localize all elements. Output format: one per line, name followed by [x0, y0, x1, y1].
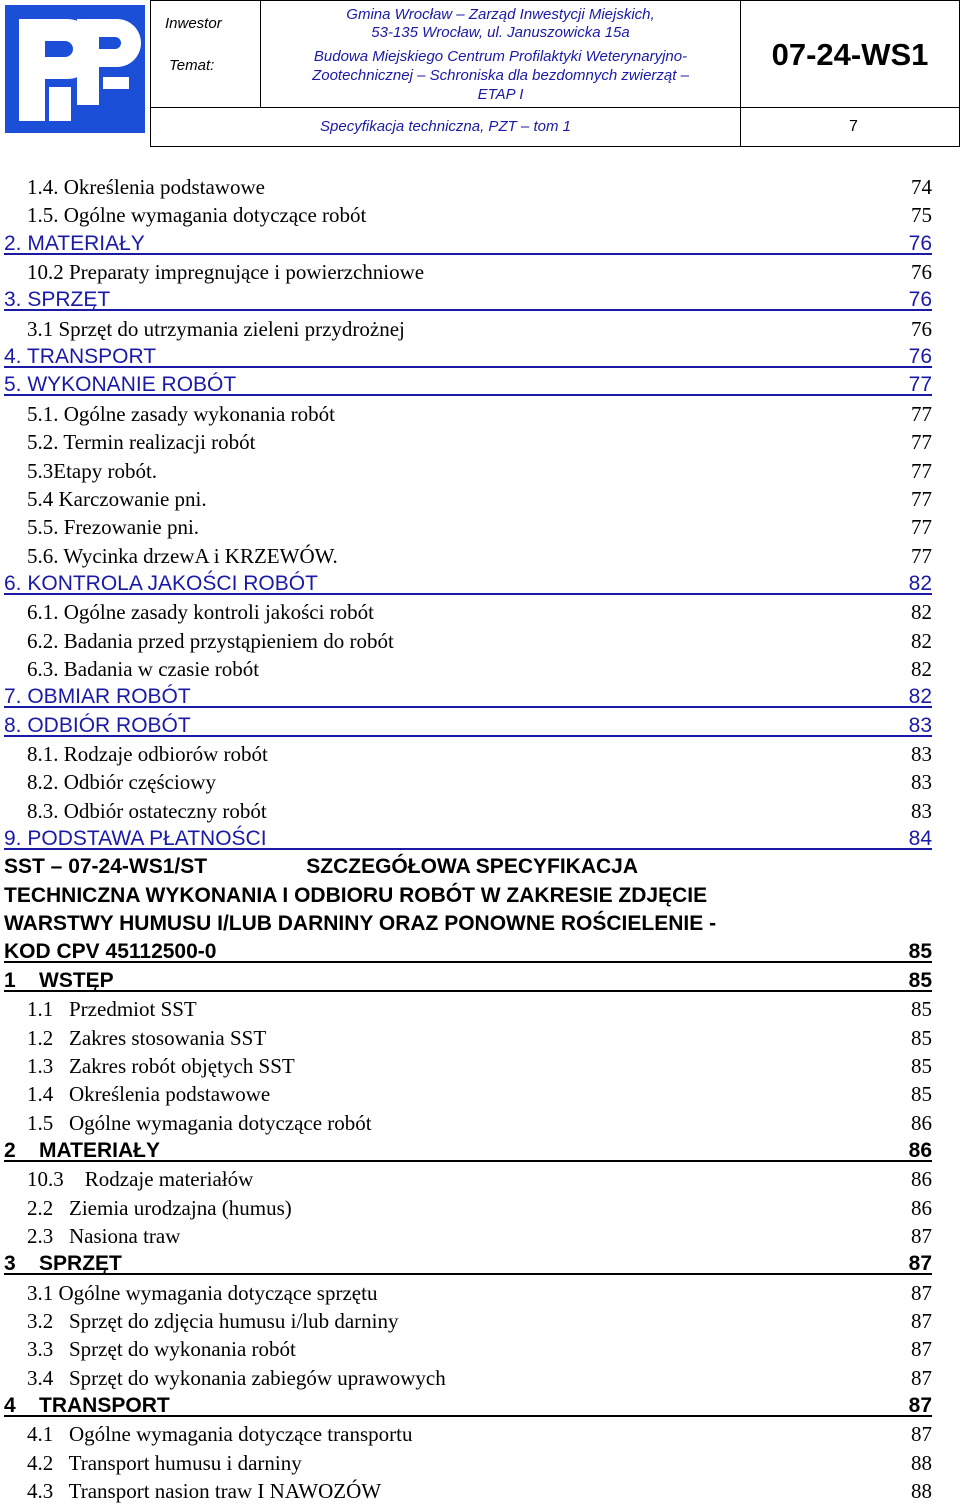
toc-entry[interactable]: [0, 1476, 960, 1504]
toc-entry-page: 77: [908, 373, 932, 397]
toc-entry-page: 88: [911, 1450, 932, 1475]
toc-entry[interactable]: [0, 285, 960, 313]
toc-entry[interactable]: [0, 994, 960, 1022]
toc-entry-label: 2.2 Ziemia urodzajna (humus): [27, 1195, 292, 1220]
toc-entry[interactable]: [0, 541, 960, 569]
toc-entry-label: 6.2. Badania przed przystąpieniem do robót: [27, 628, 394, 653]
toc-entry-page: 83: [911, 770, 932, 795]
toc-entry[interactable]: [0, 796, 960, 824]
toc-entry-label: 4. TRANSPORT: [4, 345, 157, 369]
toc-entry[interactable]: [0, 172, 960, 200]
toc-entry-label: 1.4 Określenia podstawowe: [27, 1082, 271, 1107]
toc-entry-label: 1 WSTĘP: [4, 968, 114, 992]
toc-entry-label: 3 SPRZĘT: [4, 1252, 122, 1276]
topic-line-2: Zootechnicznej – Schroniska dla bezdomnych zwierząt –: [312, 67, 689, 84]
topic-line-1: Budowa Miejskiego Centrum Profilaktyki Weterynaryjno-: [313, 48, 688, 65]
toc-entry-label: 1.4. Określenia podstawowe: [27, 175, 265, 199]
toc-entry[interactable]: [0, 1164, 960, 1192]
toc-entry-page: 77: [911, 430, 932, 455]
toc-entry-page: 86: [911, 1195, 932, 1220]
toc-entry[interactable]: [0, 1023, 960, 1051]
toc-entry[interactable]: [0, 1419, 960, 1447]
toc-entry[interactable]: [0, 966, 960, 994]
toc-entry-page: 76: [911, 316, 932, 341]
toc-entry-label: 2.3 Nasiona traw: [27, 1223, 181, 1248]
toc-entry[interactable]: [0, 937, 960, 965]
toc-entry[interactable]: [0, 1334, 960, 1362]
toc-entry-page: 85: [908, 968, 932, 992]
toc-entry-page: 85: [911, 997, 932, 1022]
investor-line-1: Gmina Wrocław – Zarząd Inwestycji Miejskich,: [346, 6, 655, 23]
toc-entry-page: 87: [911, 1223, 932, 1248]
header-values-cell: [260, 0, 741, 108]
investor-label: Inwestor: [165, 15, 222, 32]
toc-entry-label: WARSTWY HUMUSU I/LUB DARNINY ORAZ PONOWNE ROŚCIELENIE -: [4, 912, 717, 936]
toc-entry[interactable]: [0, 824, 960, 852]
topic-line-3: ETAP I: [477, 86, 524, 103]
investor-value: [261, 6, 740, 42]
toc-entry[interactable]: [0, 342, 960, 370]
toc-entry-page: 77: [911, 486, 932, 511]
company-logo: [5, 5, 145, 133]
toc-entry-page: 76: [908, 288, 932, 312]
toc-entry-page: 86: [908, 1138, 932, 1162]
toc-entry-page: 77: [911, 458, 932, 483]
toc-entry[interactable]: [0, 569, 960, 597]
toc-entry-page: 84: [908, 827, 932, 851]
toc-entry-page: 76: [911, 260, 932, 285]
toc-entry-page: 82: [911, 628, 932, 653]
toc-entry-label: 1.1 Przedmiot SST: [27, 997, 197, 1022]
toc-entry-label: 5. WYKONANIE ROBÓT: [4, 373, 237, 397]
toc-entry-page: 85: [911, 1053, 932, 1078]
toc-entry[interactable]: [0, 200, 960, 228]
toc-entry-page: 87: [911, 1365, 932, 1390]
toc-entry-page: 87: [911, 1309, 932, 1333]
toc-entry-page: 86: [911, 1167, 932, 1192]
toc-entry-label: TECHNICZNA WYKONANIA I ODBIORU ROBÓT W ZAKRESIE ZDJĘCIE: [4, 883, 708, 907]
toc-entry[interactable]: [0, 881, 960, 909]
toc-entry[interactable]: [0, 1278, 960, 1306]
doc-code-cell: [740, 0, 960, 108]
toc-entry[interactable]: [0, 399, 960, 427]
toc-entry-page: 85: [908, 940, 932, 964]
toc-entry[interactable]: [0, 1306, 960, 1334]
page-number: 7: [849, 118, 858, 135]
toc-entry-label: 10.3 Rodzaje materiałów: [27, 1167, 254, 1192]
toc-entry-page: 87: [911, 1280, 932, 1305]
toc-entry[interactable]: [0, 257, 960, 285]
toc-entry-label: SST – 07-24-WS1/ST SZCZEGÓŁOWA SPECYFIKACJA: [4, 855, 638, 879]
toc-entry-page: 85: [911, 1025, 932, 1050]
toc-entry-label: 4 TRANSPORT: [4, 1394, 170, 1418]
toc-entry[interactable]: [0, 370, 960, 398]
toc-entry-page: 82: [911, 656, 932, 681]
toc-entry-label: 5.1. Ogólne zasady wykonania robót: [27, 401, 335, 426]
toc-entry-label: 5.2. Termin realizacji robót: [27, 430, 256, 455]
toc-entry-page: 82: [908, 571, 932, 595]
toc-entry-page: 83: [911, 742, 932, 766]
toc-entry-page: 76: [908, 231, 932, 255]
topic-value: [261, 47, 740, 104]
toc-entry-page: 82: [911, 600, 932, 625]
toc-entry-page: 77: [911, 515, 932, 540]
toc-entry[interactable]: [0, 1193, 960, 1221]
toc-entry-label: 1.5. Ogólne wymagania dotyczące robót: [27, 203, 367, 228]
toc-entry-label: 8. ODBIÓR ROBÓT: [4, 713, 191, 737]
toc-entry-page: 75: [911, 203, 932, 228]
toc-entry-label: 4.1 Ogólne wymagania dotyczące transportu: [27, 1422, 413, 1447]
toc-entry-label: 8.3. Odbiór ostateczny robót: [27, 798, 267, 823]
toc-entry-label: 9. PODSTAWA PŁATNOŚCI: [4, 827, 267, 851]
toc-entry-page: 77: [911, 543, 932, 568]
toc-entry-label: 5.3Etapy robót.: [27, 458, 158, 483]
toc-entry-label: 3.3 Sprzęt do wykonania robót: [27, 1337, 296, 1362]
toc-entry[interactable]: [0, 767, 960, 795]
toc-entry[interactable]: [0, 909, 960, 937]
header-labels-cell: [150, 0, 261, 108]
toc-entry-label: 2 MATERIAŁY: [4, 1138, 160, 1162]
toc-entry-label: 3. SPRZĘT: [4, 288, 111, 312]
toc-entry[interactable]: [0, 654, 960, 682]
toc-entry[interactable]: [0, 512, 960, 540]
doc-code: 07-24-WS1: [771, 37, 929, 72]
toc-entry-page: 87: [911, 1337, 932, 1362]
toc-entry-label: 3.2 Sprzęt do zdjęcia humusu i/lub darniny: [27, 1309, 399, 1333]
toc-entry-page: 88: [911, 1479, 932, 1504]
toc-entry-label: 6.1. Ogólne zasady kontroli jakości robót: [27, 600, 375, 625]
toc-entry-label: 8.2. Odbiór częściowy: [27, 770, 216, 795]
toc-entry-label: 8.1. Rodzaje odbiorów robót: [27, 742, 268, 766]
spec-line-cell: [150, 107, 741, 147]
toc-entry-page: 76: [908, 345, 932, 369]
toc-entry-page: 87: [908, 1252, 932, 1276]
toc-entry-label: 5.6. Wycinka drzewA i KRZEWÓW.: [27, 543, 338, 568]
toc-entry[interactable]: [0, 1391, 960, 1419]
toc-entry-page: 77: [911, 401, 932, 426]
toc-entry[interactable]: [0, 1363, 960, 1391]
toc-entry-page: 82: [908, 685, 932, 709]
toc-entry-label: 10.2 Preparaty impregnujące i powierzchniowe: [27, 260, 425, 285]
toc-entry[interactable]: [0, 427, 960, 455]
toc-entry[interactable]: [0, 229, 960, 257]
toc-entry-label: 1.2 Zakres stosowania SST: [27, 1025, 267, 1050]
investor-line-2: 53-135 Wrocław, ul. Januszowicka 15a: [371, 24, 630, 41]
toc-entry[interactable]: [0, 456, 960, 484]
toc-entry-page: 87: [911, 1422, 932, 1447]
toc-entry[interactable]: [0, 1079, 960, 1107]
toc-entry-label: 7. OBMIAR ROBÓT: [4, 685, 191, 709]
toc-entry-label: 3.1 Sprzęt do utrzymania zieleni przydrożnej: [27, 316, 405, 341]
toc-entry-label: 6.3. Badania w czasie robót: [27, 656, 260, 681]
toc-entry-label: 2. MATERIAŁY: [4, 231, 145, 255]
toc-entry[interactable]: [0, 626, 960, 654]
toc-entry-label: 4.2 Transport humusu i darniny: [27, 1450, 302, 1475]
toc-entry[interactable]: [0, 682, 960, 710]
toc-entry-page: 83: [908, 713, 932, 737]
toc-entry-label: 1.5 Ogólne wymagania dotyczące robót: [27, 1110, 372, 1135]
topic-label: Temat:: [169, 57, 215, 74]
toc-entry[interactable]: [0, 852, 960, 880]
toc-entry[interactable]: [0, 597, 960, 625]
spec-line: Specyfikacja techniczna, PZT – tom 1: [320, 118, 571, 135]
document-header: [0, 0, 960, 147]
toc-entry-page: 83: [911, 798, 932, 823]
toc-entry-page: 87: [908, 1394, 932, 1418]
toc-entry-label: 3.1 Ogólne wymagania dotyczące sprzętu: [27, 1280, 378, 1305]
toc-entry-page: 85: [911, 1082, 932, 1107]
toc-entry-label: KOD CPV 45112500-0: [4, 940, 217, 964]
toc-entry[interactable]: [0, 1051, 960, 1079]
toc-entry[interactable]: [0, 1136, 960, 1164]
toc-entry-label: 1.3 Zakres robót objętych SST: [27, 1053, 295, 1078]
toc-entry[interactable]: [0, 1221, 960, 1249]
toc-entry-label: 3.4 Sprzęt do wykonania zabiegów uprawowych: [27, 1365, 446, 1390]
page-number-cell: [740, 107, 960, 147]
toc-entry[interactable]: [0, 1448, 960, 1476]
toc-entry[interactable]: [0, 1108, 960, 1136]
toc-entry-label: 5.5. Frezowanie pni.: [27, 515, 200, 540]
toc-entry[interactable]: [0, 484, 960, 512]
toc-entry[interactable]: [0, 314, 960, 342]
toc-entry[interactable]: [0, 739, 960, 767]
toc-entry-label: 5.4 Karczowanie pni.: [27, 486, 207, 511]
toc-entry[interactable]: [0, 711, 960, 739]
toc-entry-label: 4.3 Transport nasion traw I NAWOZÓW: [27, 1479, 382, 1504]
toc-entry-label: 6. KONTROLA JAKOŚCI ROBÓT: [4, 571, 318, 595]
toc-entry-page: 74: [911, 175, 932, 199]
toc-entry-page: 86: [911, 1110, 932, 1135]
toc-entry[interactable]: [0, 1249, 960, 1277]
